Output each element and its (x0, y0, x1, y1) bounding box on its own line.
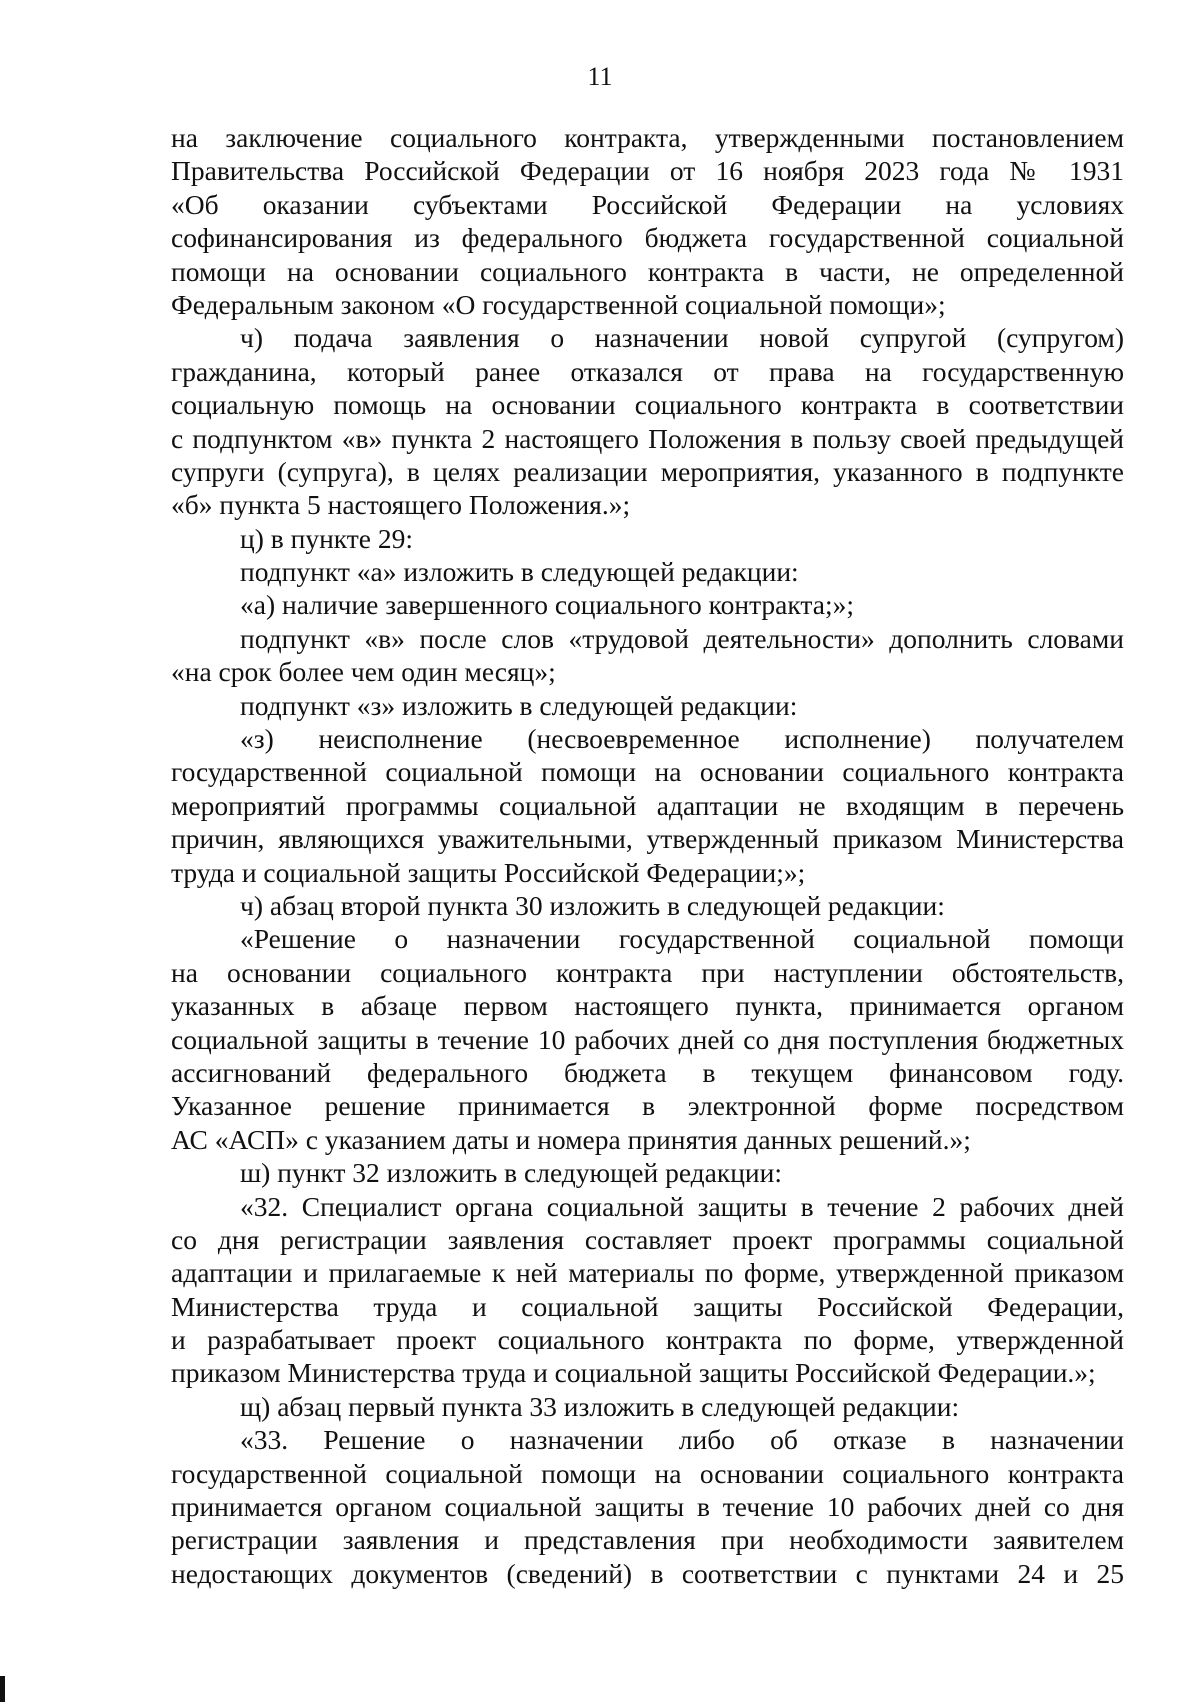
text-line: «Об оказании субъектами Российской Федерации на условиях (171, 188, 1124, 220)
text-line: помощи на основании социального контракта в части, не определенной (171, 255, 1124, 287)
text-line: приказом Министерства труда и социальной защиты Российской Федерации.»; (171, 1357, 1096, 1389)
text-line: труда и социальной защиты Российской Федерации;»; (171, 856, 806, 888)
scan-edge-mark (0, 1676, 5, 1702)
text-line: со дня регистрации заявления составляет проект программы социальной (171, 1223, 1124, 1255)
text-line: ч) абзац второй пункта 30 изложить в следующей редакции: (240, 889, 945, 921)
text-line: супруги (супруга), в целях реализации мероприятия, указанного в подпункте (171, 455, 1124, 487)
text-line: государственной социальной помощи на основании социального контракта (171, 756, 1124, 788)
text-line: АС «АСП» с указанием даты и номера принятия данных решений.»; (171, 1123, 971, 1155)
text-line: регистрации заявления и представления при необходимости заявителем (171, 1524, 1124, 1556)
text-line: «на срок более чем один месяц»; (171, 656, 556, 688)
text-line: ц) в пункте 29: (240, 522, 414, 554)
text-line: причин, являющихся уважительными, утвержденный приказом Министерства (171, 823, 1124, 855)
text-line: «Решение о назначении государственной социальной помощи (240, 923, 1124, 955)
text-line: Федеральным законом «О государственной социальной помощи»; (171, 288, 946, 320)
text-line: с подпунктом «в» пункта 2 настоящего Положения в пользу своей предыдущей (171, 422, 1124, 454)
text-line: и разрабатывает проект социального контракта по форме, утвержденной (171, 1324, 1124, 1356)
text-line: принимается органом социальной защиты в течение 10 рабочих дней со дня (171, 1491, 1124, 1523)
text-line: Правительства Российской Федерации от 16 ноября 2023 года № 1931 (171, 155, 1124, 187)
text-line: адаптации и прилагаемые к ней материалы по форме, утвержденной приказом (171, 1257, 1124, 1289)
text-line: гражданина, который ранее отказался от права на государственную (171, 355, 1124, 387)
text-line: подпункт «в» после слов «трудовой деятельности» дополнить словами (240, 622, 1124, 654)
text-line: на основании социального контракта при наступлении обстоятельств, (171, 956, 1124, 988)
text-line: подпункт «а» изложить в следующей редакции: (240, 556, 799, 588)
text-line: подпункт «з» изложить в следующей редакции: (240, 689, 798, 721)
text-line: «32. Специалист органа социальной защиты в течение 2 рабочих дней (240, 1190, 1124, 1222)
text-line: мероприятий программы социальной адаптации не входящим в перечень (171, 789, 1124, 821)
text-line: ш) пункт 32 изложить в следующей редакции: (240, 1157, 783, 1189)
text-line: на заключение социального контракта, утвержденными постановлением (171, 122, 1124, 153)
document-body (171, 121, 1124, 1590)
text-line: указанных в абзаце первом настоящего пункта, принимается органом (171, 990, 1124, 1022)
text-line: щ) абзац первый пункта 33 изложить в следующей редакции: (240, 1390, 960, 1422)
page-number: 11 (587, 62, 613, 91)
text-line: социальную помощь на основании социального контракта в соответствии (171, 389, 1124, 421)
text-line: государственной социальной помощи на основании социального контракта (171, 1457, 1124, 1489)
text-line: Указанное решение принимается в электронной форме посредством (171, 1090, 1124, 1122)
text-line: софинансирования из федерального бюджета государственной социальной (171, 222, 1124, 254)
text-line: ч) подача заявления о назначении новой супругой (супругом) (240, 322, 1124, 354)
text-line: недостающих документов (сведений) в соответствии с пунктами 24 и 25 (171, 1557, 1124, 1589)
text-line: «б» пункта 5 настоящего Положения.»; (171, 489, 631, 521)
text-line: «а) наличие завершенного социального контракта;»; (240, 589, 854, 621)
text-line: социальной защиты в течение 10 рабочих дней со дня поступления бюджетных (171, 1023, 1124, 1055)
text-line: «33. Решение о назначении либо об отказе в назначении (240, 1424, 1124, 1456)
text-line: «з) неисполнение (несвоевременное исполнение) получателем (240, 723, 1124, 755)
text-line: Министерства труда и социальной защиты Российской Федерации, (171, 1290, 1124, 1322)
text-line: ассигнований федерального бюджета в текущем финансовом году. (171, 1056, 1124, 1088)
